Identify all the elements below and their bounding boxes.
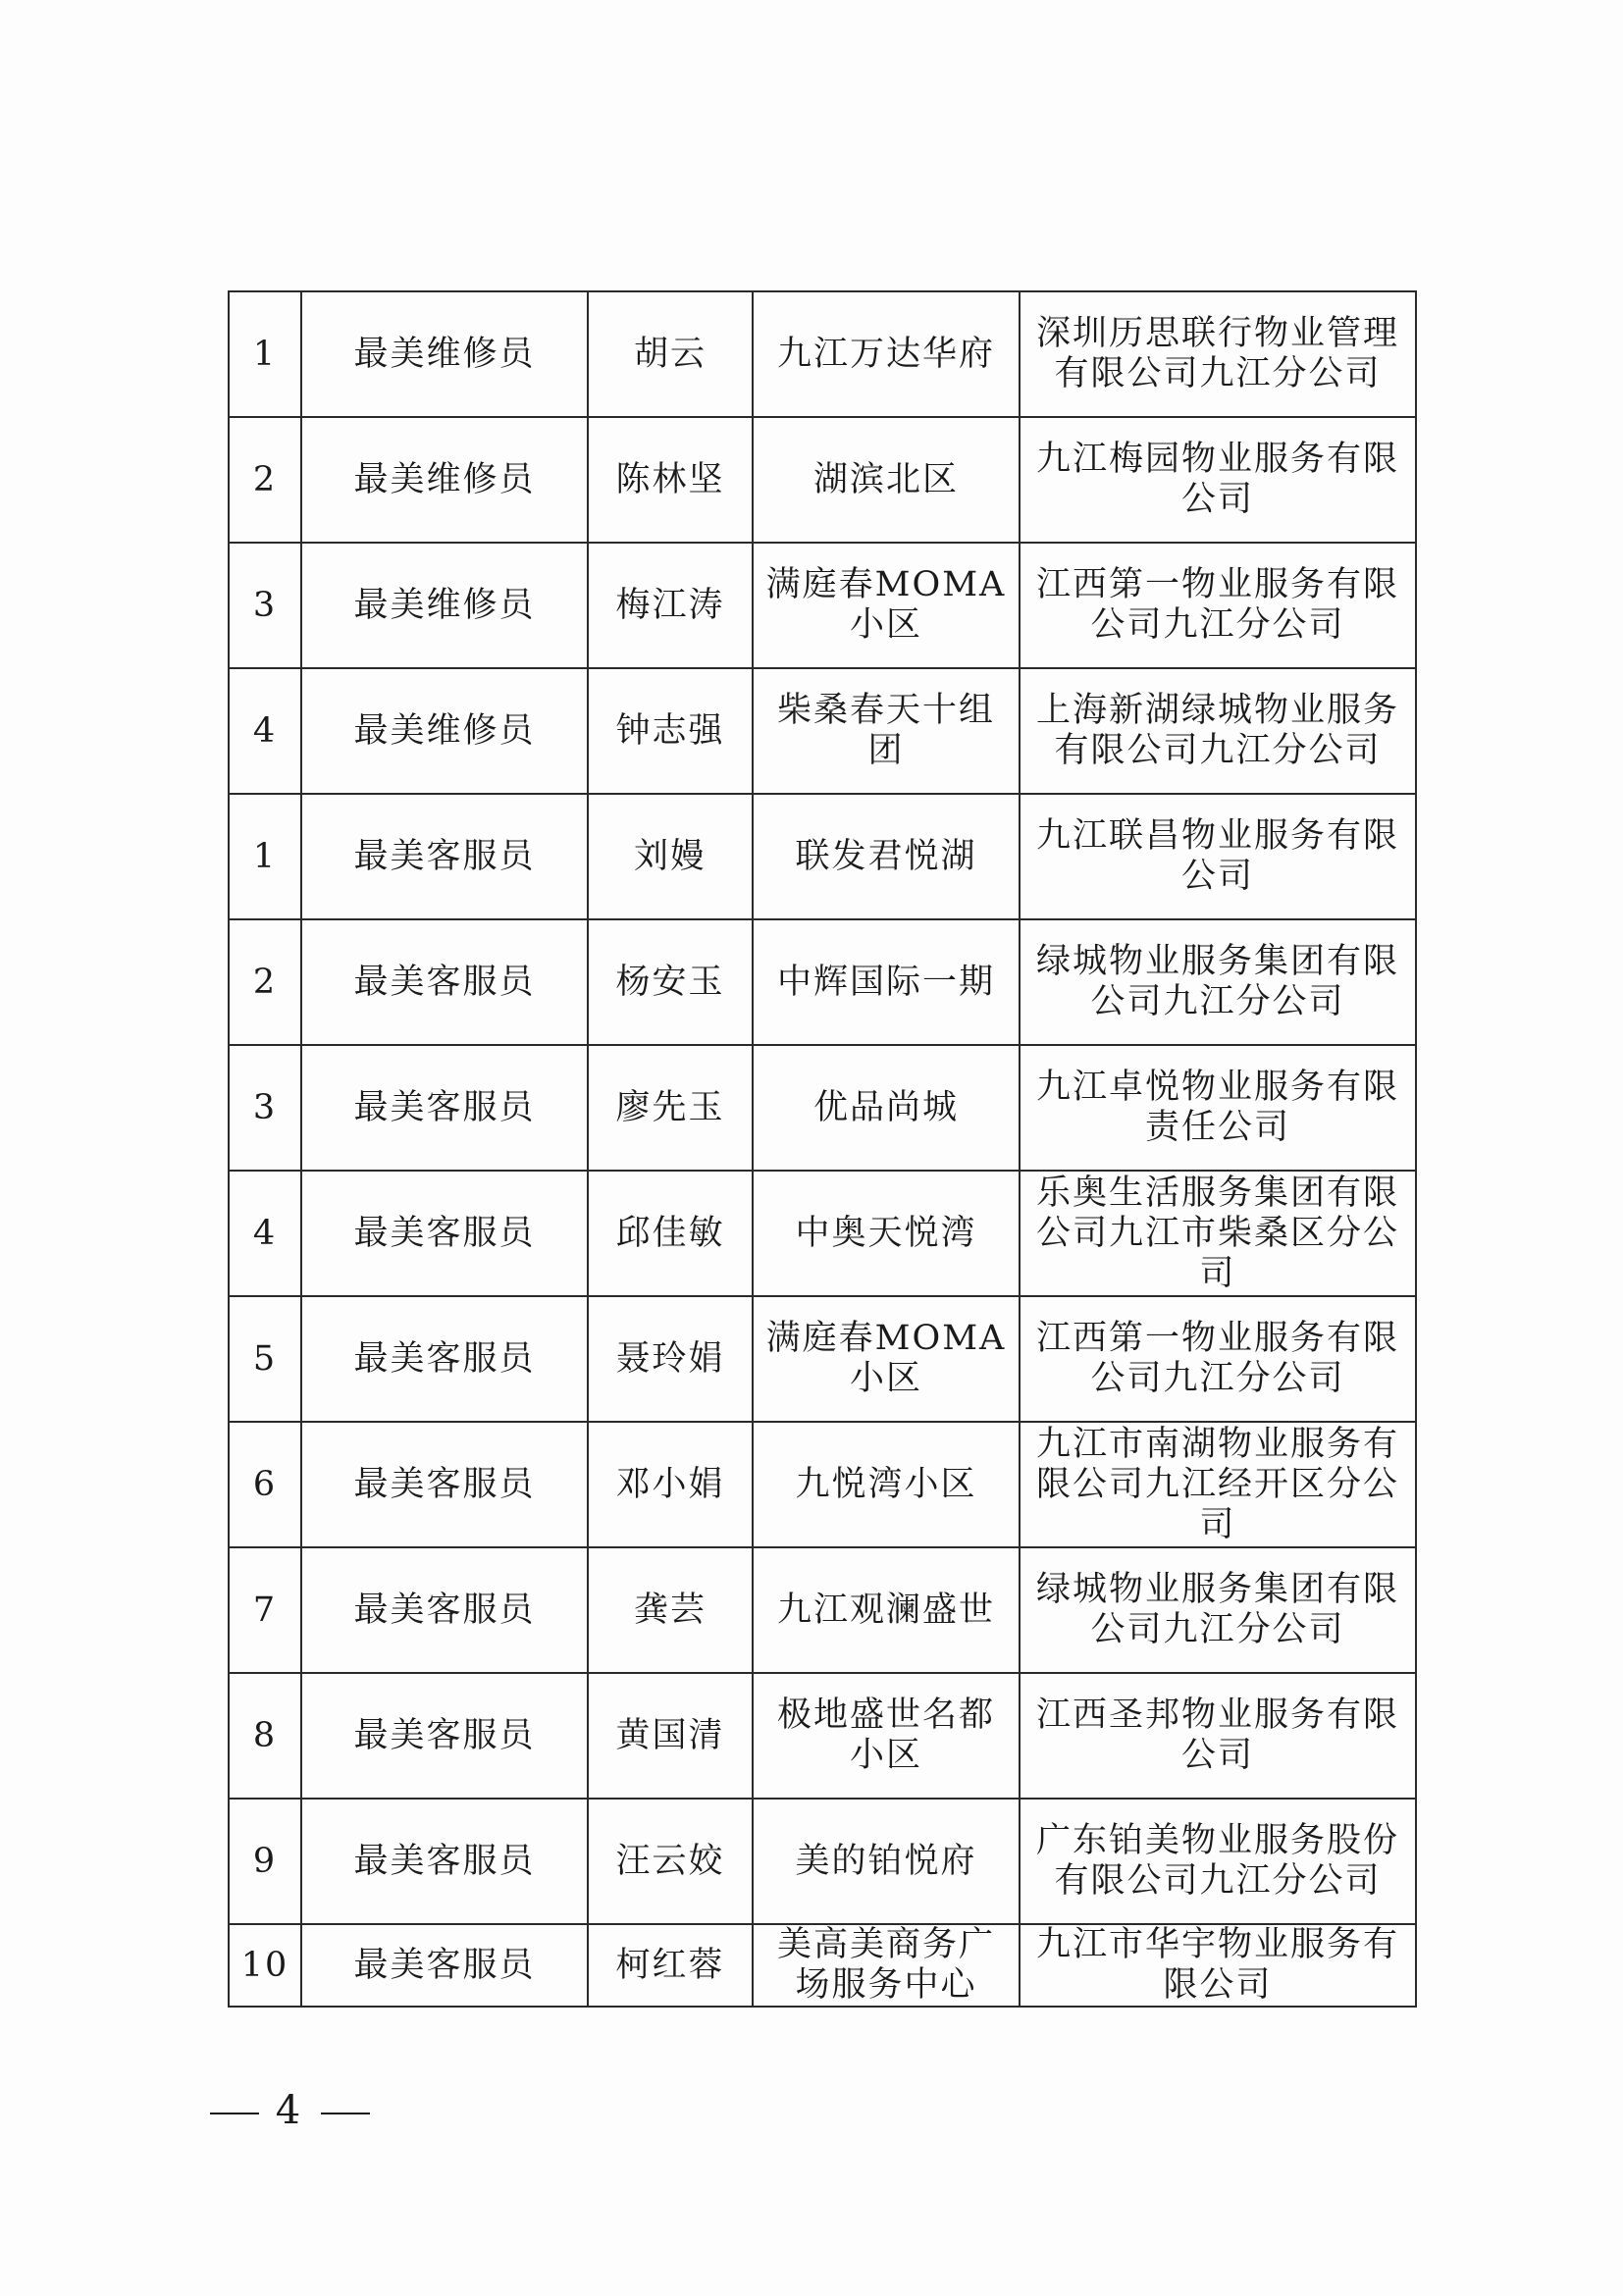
award-title: 最美客服员 <box>301 1673 588 1799</box>
person-name: 柯红蓉 <box>588 1924 753 2007</box>
award-title: 最美客服员 <box>301 794 588 919</box>
person-name: 钟志强 <box>588 668 753 794</box>
award-title: 最美维修员 <box>301 543 588 668</box>
person-name: 杨安玉 <box>588 919 753 1045</box>
row-number: 3 <box>229 1045 301 1171</box>
project-name: 九江万达华府 <box>753 291 1020 417</box>
table-row <box>229 1799 1416 1924</box>
table-row <box>229 1924 1416 2007</box>
page-number-dash-left <box>210 2113 259 2114</box>
table-row <box>229 668 1416 794</box>
person-name: 陈林坚 <box>588 417 753 543</box>
row-number: 9 <box>229 1799 301 1924</box>
row-number: 3 <box>229 543 301 668</box>
row-number: 8 <box>229 1673 301 1799</box>
row-number: 1 <box>229 291 301 417</box>
person-name: 胡云 <box>588 291 753 417</box>
table-row <box>229 1296 1416 1422</box>
company-name: 广东铂美物业服务股份有限公司九江分公司 <box>1020 1799 1416 1924</box>
company-name: 九江市华宇物业服务有限公司 <box>1020 1924 1416 2007</box>
table-row <box>229 1422 1416 1547</box>
table-row <box>229 1171 1416 1296</box>
company-name: 九江市南湖物业服务有限公司九江经开区分公司 <box>1020 1422 1416 1547</box>
company-name: 江西圣邦物业服务有限公司 <box>1020 1673 1416 1799</box>
company-name: 九江联昌物业服务有限公司 <box>1020 794 1416 919</box>
person-name: 刘嫚 <box>588 794 753 919</box>
company-name: 江西第一物业服务有限公司九江分公司 <box>1020 1296 1416 1422</box>
row-number: 2 <box>229 417 301 543</box>
award-title: 最美维修员 <box>301 291 588 417</box>
award-title: 最美客服员 <box>301 1171 588 1296</box>
row-number: 10 <box>229 1924 301 2007</box>
project-name: 美的铂悦府 <box>753 1799 1020 1924</box>
award-title: 最美客服员 <box>301 1547 588 1673</box>
table-row <box>229 794 1416 919</box>
project-name: 柴桑春天十组团 <box>753 668 1020 794</box>
row-number: 5 <box>229 1296 301 1422</box>
project-name: 中奥天悦湾 <box>753 1171 1020 1296</box>
project-name: 优品尚城 <box>753 1045 1020 1171</box>
company-name: 九江梅园物业服务有限公司 <box>1020 417 1416 543</box>
company-name: 江西第一物业服务有限公司九江分公司 <box>1020 543 1416 668</box>
project-name: 九江观澜盛世 <box>753 1547 1020 1673</box>
row-number: 4 <box>229 668 301 794</box>
company-name: 绿城物业服务集团有限公司九江分公司 <box>1020 1547 1416 1673</box>
project-name: 联发君悦湖 <box>753 794 1020 919</box>
table-row <box>229 1547 1416 1673</box>
project-name: 美高美商务广场服务中心 <box>753 1924 1020 2007</box>
awards-table <box>228 290 1417 2008</box>
page-number <box>210 2088 370 2133</box>
award-title: 最美客服员 <box>301 1296 588 1422</box>
page-number-dash-right <box>321 2113 370 2114</box>
table-row <box>229 291 1416 417</box>
table-row <box>229 417 1416 543</box>
company-name: 乐奥生活服务集团有限公司九江市柴桑区分公司 <box>1020 1171 1416 1296</box>
row-number: 2 <box>229 919 301 1045</box>
project-name: 满庭春MOMA小区 <box>753 1296 1020 1422</box>
company-name: 深圳历思联行物业管理有限公司九江分公司 <box>1020 291 1416 417</box>
award-title: 最美客服员 <box>301 1045 588 1171</box>
person-name: 龚芸 <box>588 1547 753 1673</box>
person-name: 邓小娟 <box>588 1422 753 1547</box>
project-name: 湖滨北区 <box>753 417 1020 543</box>
project-name: 满庭春MOMA小区 <box>753 543 1020 668</box>
page-number-value: 4 <box>275 2088 305 2133</box>
award-title: 最美维修员 <box>301 417 588 543</box>
row-number: 7 <box>229 1547 301 1673</box>
project-name: 极地盛世名都小区 <box>753 1673 1020 1799</box>
person-name: 聂玲娟 <box>588 1296 753 1422</box>
table-row <box>229 1045 1416 1171</box>
person-name: 梅江涛 <box>588 543 753 668</box>
row-number: 1 <box>229 794 301 919</box>
award-title: 最美维修员 <box>301 668 588 794</box>
award-title: 最美客服员 <box>301 1924 588 2007</box>
row-number: 4 <box>229 1171 301 1296</box>
row-number: 6 <box>229 1422 301 1547</box>
project-name: 中辉国际一期 <box>753 919 1020 1045</box>
company-name: 绿城物业服务集团有限公司九江分公司 <box>1020 919 1416 1045</box>
table-row <box>229 543 1416 668</box>
table-row <box>229 919 1416 1045</box>
award-title: 最美客服员 <box>301 919 588 1045</box>
award-title: 最美客服员 <box>301 1799 588 1924</box>
project-name: 九悦湾小区 <box>753 1422 1020 1547</box>
table-row <box>229 1673 1416 1799</box>
person-name: 汪云姣 <box>588 1799 753 1924</box>
person-name: 邱佳敏 <box>588 1171 753 1296</box>
person-name: 廖先玉 <box>588 1045 753 1171</box>
company-name: 上海新湖绿城物业服务有限公司九江分公司 <box>1020 668 1416 794</box>
person-name: 黄国清 <box>588 1673 753 1799</box>
award-title: 最美客服员 <box>301 1422 588 1547</box>
company-name: 九江卓悦物业服务有限责任公司 <box>1020 1045 1416 1171</box>
